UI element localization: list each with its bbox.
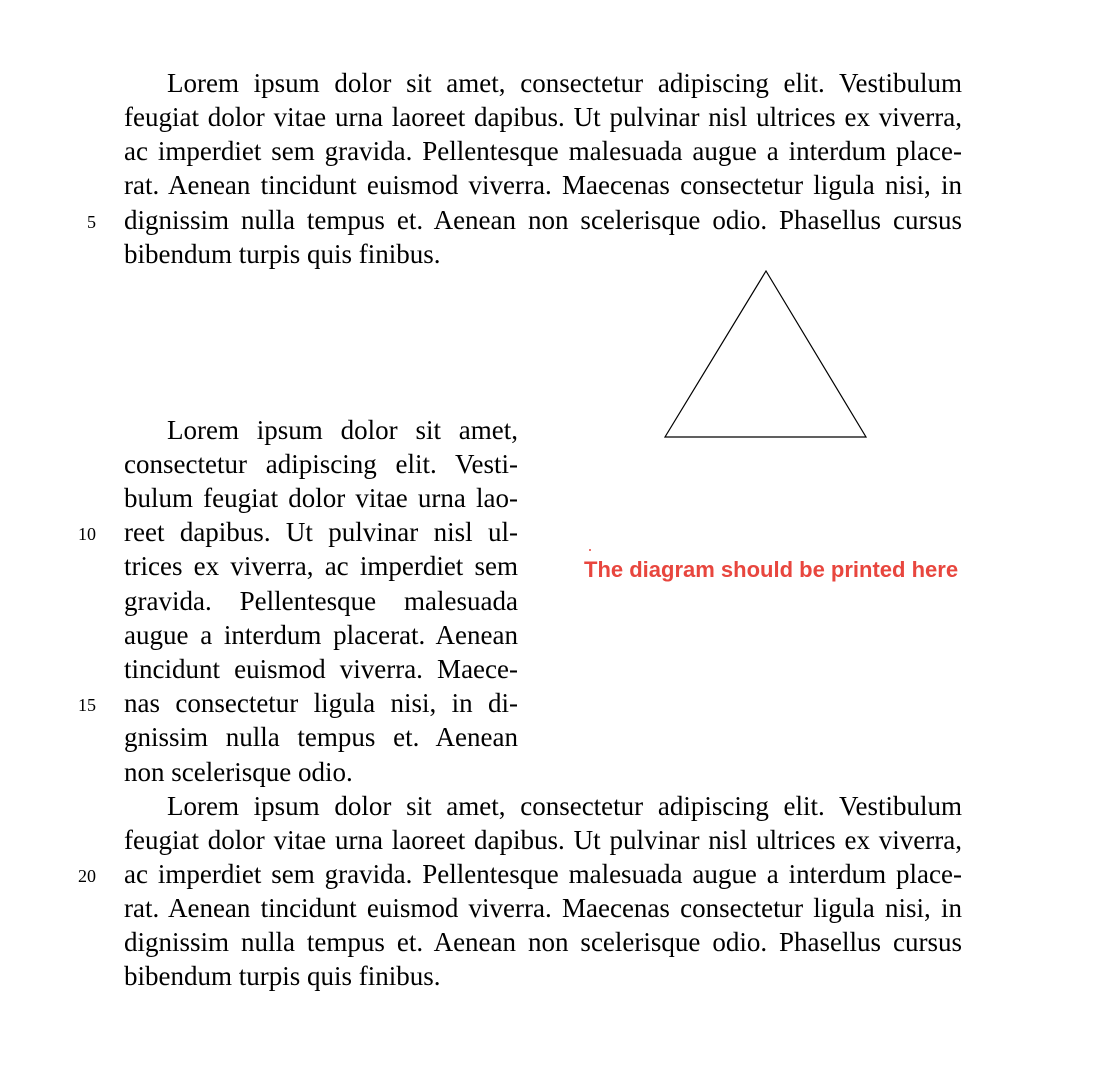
paragraph-1-line-5: dignissim nulla tempus et. Aenean non scelerisque odio. Phasellus cursus	[124, 205, 962, 235]
paragraph-1-line-4: rat. Aenean tincidunt euismod viverra. Maecenas consectetur ligula nisi, in	[124, 170, 962, 200]
line-number-15: 15	[78, 695, 96, 715]
paragraph-3-line-2: feugiat dolor vitae urna laoreet dapibus. Ut pulvinar nisl ultrices ex viverra,	[124, 825, 962, 855]
triangle-shape	[665, 271, 866, 437]
diagram-placeholder-note: The diagram should be printed here	[584, 557, 959, 582]
paragraph-2-line-9: nas consectetur ligula nisi, in di-	[124, 688, 518, 718]
triangle-diagram	[660, 265, 872, 443]
paragraph-1-line-6: bibendum turpis quis finibus.	[124, 239, 441, 269]
paragraph-3-line-5: dignissim nulla tempus et. Aenean non scelerisque odio. Phasellus cursus	[124, 927, 962, 957]
paragraph-2-line-11: non scelerisque odio.	[124, 757, 353, 787]
paragraph-1-line-3: ac imperdiet sem gravida. Pellentesque malesuada augue a interdum place-	[124, 136, 962, 166]
paragraph-2-line-6: gravida. Pellentesque malesuada	[124, 586, 518, 616]
note-marker-dot	[589, 549, 591, 551]
paragraph-2-line-5: trices ex viverra, ac imperdiet sem	[124, 551, 518, 581]
paragraph-2-line-7: augue a interdum placerat. Aenean	[124, 620, 518, 650]
paragraph-3-line-3: ac imperdiet sem gravida. Pellentesque malesuada augue a interdum place-	[124, 859, 962, 889]
line-number-5: 5	[87, 212, 96, 232]
paragraph-3-line-4: rat. Aenean tincidunt euismod viverra. Maecenas consectetur ligula nisi, in	[124, 893, 962, 923]
paragraph-2-line-2: consectetur adipiscing elit. Vesti-	[124, 449, 518, 479]
line-number-10: 10	[78, 524, 96, 544]
paragraph-2-line-3: bulum feugiat dolor vitae urna lao-	[124, 483, 518, 513]
paragraph-2-line-8: tincidunt euismod viverra. Maece-	[124, 654, 518, 684]
paragraph-3-line-1: Lorem ipsum dolor sit amet, consectetur adipiscing elit. Vestibulum	[167, 791, 962, 821]
paragraph-2-line-1: Lorem ipsum dolor sit amet,	[167, 415, 518, 445]
paragraph-1-line-2: feugiat dolor vitae urna laoreet dapibus. Ut pulvinar nisl ultrices ex viverra,	[124, 102, 962, 132]
paragraph-2-line-10: gnissim nulla tempus et. Aenean	[124, 722, 518, 752]
line-number-20: 20	[78, 866, 96, 886]
paragraph-2-line-4: reet dapibus. Ut pulvinar nisl ul-	[124, 517, 518, 547]
paragraph-1-line-1: Lorem ipsum dolor sit amet, consectetur adipiscing elit. Vestibulum	[167, 68, 962, 98]
paragraph-3-line-6: bibendum turpis quis finibus.	[124, 961, 441, 991]
